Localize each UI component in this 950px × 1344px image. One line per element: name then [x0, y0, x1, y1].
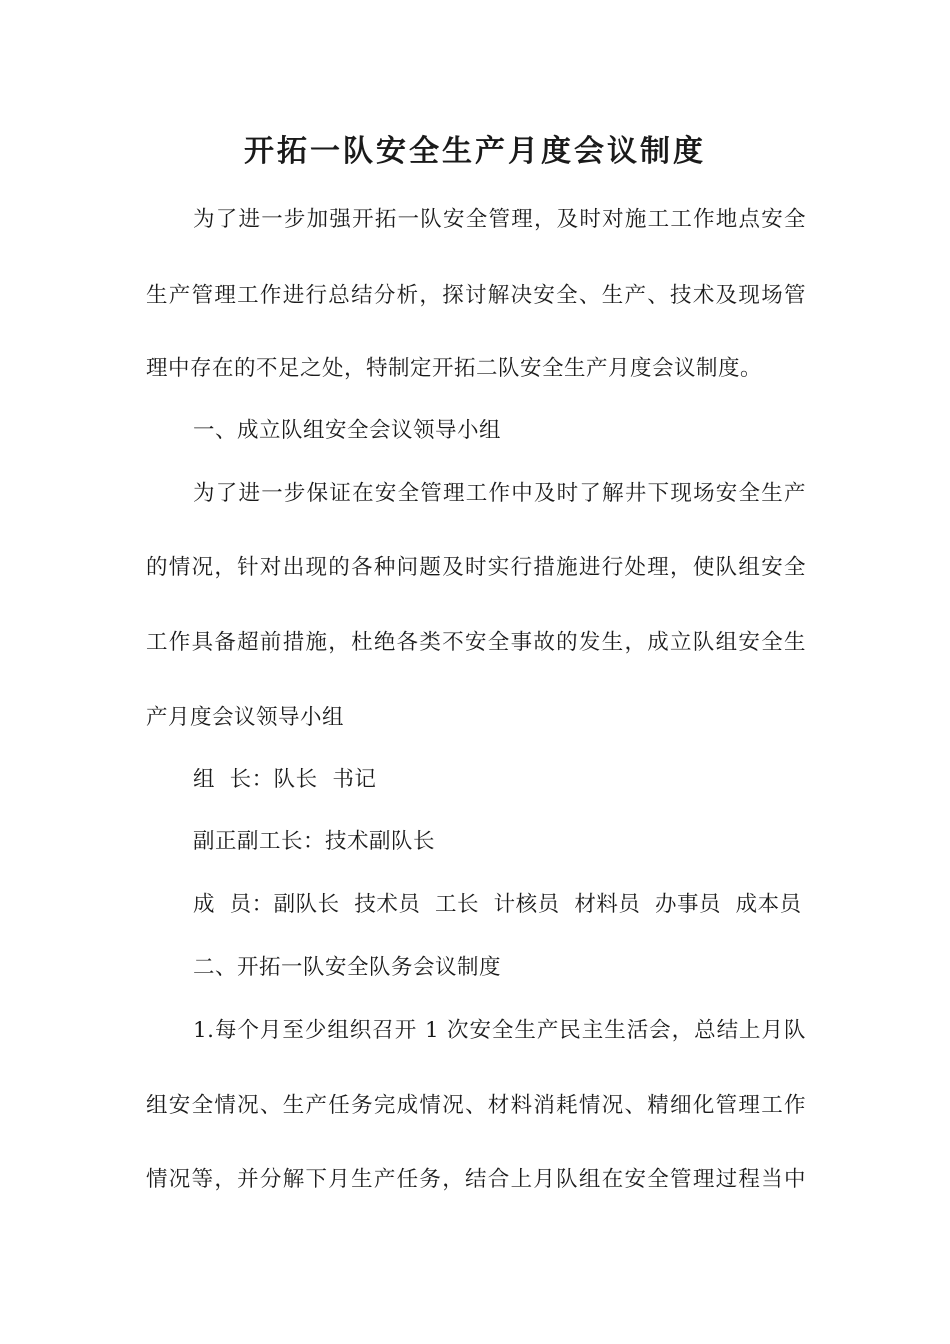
section-2-line-2: 组安全情况、生产任务完成情况、材料消耗情况、精细化管理工作: [146, 1093, 806, 1118]
section-1-line-3: 工作具备超前措施，杜绝各类不安全事故的发生，成立队组安全生: [146, 630, 806, 655]
section-2-heading: 二、开拓一队安全队务会议制度: [193, 955, 502, 980]
section-1-heading: 一、成立队组安全会议领导小组: [193, 418, 502, 443]
document-title: 开拓一队安全生产月度会议制度: [244, 134, 706, 169]
intro-line-2: 生产管理工作进行总结分析，探讨解决安全、生产、技术及现场管: [146, 283, 806, 308]
group-leader-line: 组 长：队长 书记: [193, 767, 377, 792]
members-line: 成 员：副队长 技术员 工长 计核员 材料员 办事员 成本员: [193, 892, 802, 917]
section-2-line-1: 1.每个月至少组织召开 1 次安全生产民主生活会，总结上月队: [193, 1018, 806, 1043]
intro-line-3: 理中存在的不足之处，特制定开拓二队安全生产月度会议制度。: [146, 356, 763, 381]
section-1-line-1: 为了进一步保证在安全管理工作中及时了解井下现场安全生产: [193, 481, 806, 506]
section-2-line-3: 情况等，并分解下月生产任务，结合上月队组在安全管理过程当中: [146, 1167, 806, 1192]
section-1-line-4: 产月度会议领导小组: [146, 705, 345, 730]
intro-line-1: 为了进一步加强开拓一队安全管理，及时对施工工作地点安全: [193, 207, 806, 232]
deputy-leader-line: 副正副工长：技术副队长: [193, 829, 436, 854]
section-1-line-2: 的情况，针对出现的各种问题及时实行措施进行处理，使队组安全: [146, 555, 806, 580]
